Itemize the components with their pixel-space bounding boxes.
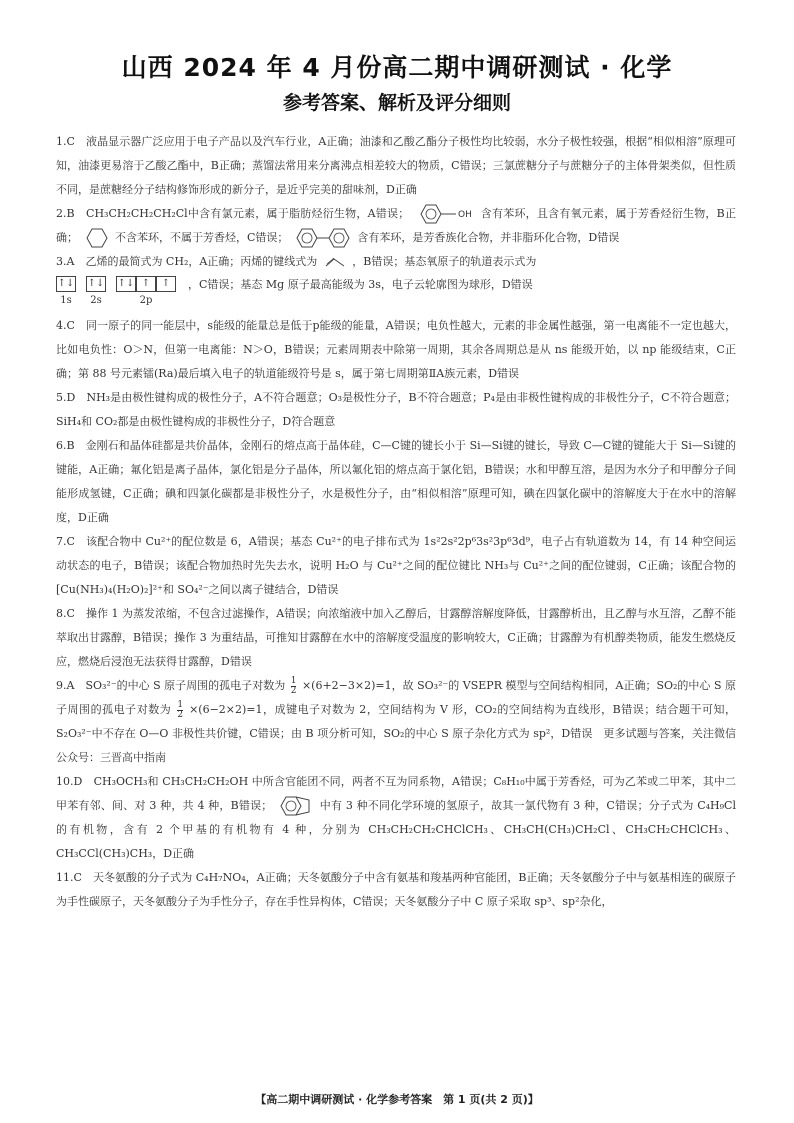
answer-10-text-b: 中有 3 种不同化学环境的氢原子，故其一氯代物有 3 种，C错误；分子式为 C₄H₉Cl 的有机物，含有 2 个甲基的有机物有 4 种，分别为 CH₃CH₂CH₂CHClCH₃、CH₃CH(CH₃)CH₂Cl、CH₃CH₂CHClCH₃、CH₃CCl(CH₃)CH₃，D正确 bbox=[56, 799, 736, 860]
page-footer: 【高二期中调研测试 · 化学参考答案 第 1 页(共 2 页)】 bbox=[255, 1093, 539, 1106]
answer-9-text-a: 9.A SO₃²⁻的中心 S 原子周围的孤电子对数为 bbox=[56, 679, 286, 692]
answer-content bbox=[56, 130, 736, 914]
answer-item-2 bbox=[56, 202, 736, 250]
answer-item-9 bbox=[56, 674, 736, 770]
propene-skeletal-icon bbox=[324, 256, 346, 268]
page-title: 山西 2024 年 4 月份高二期中调研测试 · 化学 bbox=[121, 53, 673, 82]
fraction-half-1: $\frac{1}{2}$ bbox=[290, 675, 297, 696]
biphenyl-structure-icon bbox=[295, 227, 351, 249]
orbital-1s: ↑↓ 1s bbox=[57, 278, 75, 306]
answer-2-text-d: 含有苯环，是芳香族化合物，并非脂环化合物，D错误 bbox=[357, 231, 620, 244]
answer-item-10 bbox=[56, 770, 736, 866]
answer-item-4: 4.C 同一原子的同一能层中，s能级的能量总是低于p能级的能量，A错误；电负性越大，元素的非金属性越强，第一电离能不一定也越大，比如电负性：O＞N，但第一电离能：N＞O，B错误；元素周期表中除第一周期，其余各周期总是从 ns 能级开始，以 np 能级结束，C正确；第 88 号元素镭(Ra)最后填入电子的轨道能级符号是 s，属于第七周期第ⅡA族元素，D错误 bbox=[56, 319, 736, 380]
answer-3-text-c: ，C错误；基态 Mg 原子最高能级为 3s，电子云轮廓图为球形，D错误 bbox=[188, 278, 533, 291]
indene-structure-icon bbox=[279, 795, 313, 817]
orbital-diagram bbox=[56, 276, 736, 314]
answer-item-11: 11.C 天冬氨酸的分子式为 C₄H₇NO₄，A正确；天冬氨酸分子中含有氨基和羧基两种官能团，B正确；天冬氨酸分子中与氨基相连的碳原子为手性碳原子，天冬氨酸分子为手性分子，存在手性异构体，C错误；天冬氨酸分子中 C 原子采取 sp³、sp²杂化， bbox=[56, 871, 736, 908]
answer-9-text-c: ×(6−2×2)=1，成键电子对数为 2，空间结构为 V 形，CO₂的空间结构为直线形，B错误；结合题干可知，S₂O₃²⁻中不存在 O—O 非极性共价键，C错误；由 B 项分析可知，SO₂的中心 S 原子杂化方式为 sp²，D错误 更多试题与答案，关注微信公众号：三晋高中指南 bbox=[56, 703, 737, 764]
answer-item-3 bbox=[56, 250, 736, 314]
fraction-half-2: $\frac{1}{2}$ bbox=[177, 699, 184, 720]
svg-text:OH: OH bbox=[458, 210, 472, 220]
answer-item-8: 8.C 操作 1 为蒸发浓缩，不包含过滤操作，A错误；向浓缩液中加入乙醇后，甘露醇溶解度降低，甘露醇析出，且乙醇与水互溶，乙醇不能萃取出甘露醇，B错误；操作 3 为重结晶，可推知甘露醇在水中的溶解度受温度的影响较大，C正确；甘露醇为有机醇类物质，能发生燃烧反应，燃烧后浸泡无法获得甘露醇，D错误 bbox=[56, 607, 736, 668]
answer-3-text-b: ，B错误；基态氧原子的轨道表示式为 bbox=[352, 255, 537, 268]
answer-item-6: 6.B 金刚石和晶体硅都是共价晶体，金刚石的熔点高于晶体硅，C—C键的键长小于 Si—Si键的键长，导致 C—C键的键能大于 Si—Si键的键能，A正确；氟化铝是离子晶体，氯化铝是分子晶体，所以氟化铝的熔点高于氯化铝，B错误；水和甲醇互溶，是因为水分子和甲醇分子间能形成氢键，C正确；碘和四氯化碳都是非极性分子，水是极性分子，由“相似相溶”原理可知，碘在四氯化碳中的溶解度大于在水中的溶解度，D正确 bbox=[56, 439, 736, 524]
answer-2-text-a: 2.B CH₃CH₂CH₂CH₂Cl中含有氯元素，属于脂肪烃衍生物，A错误； bbox=[56, 207, 410, 220]
answer-item-7: 7.C 该配合物中 Cu²⁺的配位数是 6，A错误；基态 Cu²⁺的电子排布式为 1s²2s²2p⁶3s²3p⁶3d⁹，电子占有轨道数为 14，有 14 种空间运动状态的电子，B错误；该配合物加热时先失去水，说明 H₂O 与 Cu²⁺之间的配位键比 NH₃与 Cu²⁺之间的配位键弱，C正确；该配合物的[Cu(NH₃)₄(H₂O)₂]²⁺和 SO₄²⁻之间以离子键结合，D错误 bbox=[56, 535, 736, 596]
answer-10-text-a: 10.D CH₃OCH₃和 CH₃CH₂CH₂OH 中所含官能团不同，两者不互为同系物，A错误；C₈H₁₀中属于芳香烃，可为乙苯或二甲苯，其中二甲苯有邻、间、对 3 种，共 4 种，B错误； bbox=[56, 775, 736, 812]
answer-9-text-b: ×(6+2−3×2)=1，故 SO₃²⁻的 VSEPR 模型与空间结构相同，A正确；SO₂的中心 S 原子周围的孤电子对数为 bbox=[56, 679, 736, 716]
cyclohexene-structure-icon bbox=[85, 227, 109, 249]
orbital-2p: ↑↓ ↑ ↑ 2p bbox=[116, 276, 176, 308]
answer-3-text-a: 3.A 乙烯的最简式为 CH₂，A正确；丙烯的键线式为 bbox=[56, 255, 318, 268]
answer-item-5: 5.D NH₃是由极性键构成的极性分子，A不符合题意；O₃是极性分子，B不符合题意；P₄是由非极性键构成的非极性分子，C不符合题意；SiH₄和 CO₂都是由极性键构成的非极性分子，D符合题意 bbox=[56, 391, 736, 428]
answer-item-1: 1.C 液晶显示器广泛应用于电子产品以及汽车行业，A正确；油漆和乙酸乙酯分子极性均比较弱，水分子极性较强，根据“相似相溶”原理可知，油漆更易溶于乙酸乙酯中，B正确；蒸馏法常用来分离沸点相差较大的物质，C错误；三氯蔗糖分子与蔗糖分子的主体骨架类似，但性质不同，是蔗糖经分子结构修饰形成的新分子，是近乎完美的甜味剂，D正确 bbox=[56, 135, 736, 196]
answer-2-text-b: 含有苯环，且含有氧元素，属于芳香烃衍生物，B正确； bbox=[56, 207, 736, 244]
answer-2-text-c: 不含苯环，不属于芳香烃，C错误； bbox=[115, 231, 289, 244]
orbital-2s: ↑↓ 2s bbox=[87, 278, 105, 306]
phenol-structure-icon bbox=[416, 203, 474, 225]
page-subtitle: 参考答案、解析及评分细则 bbox=[282, 92, 511, 114]
